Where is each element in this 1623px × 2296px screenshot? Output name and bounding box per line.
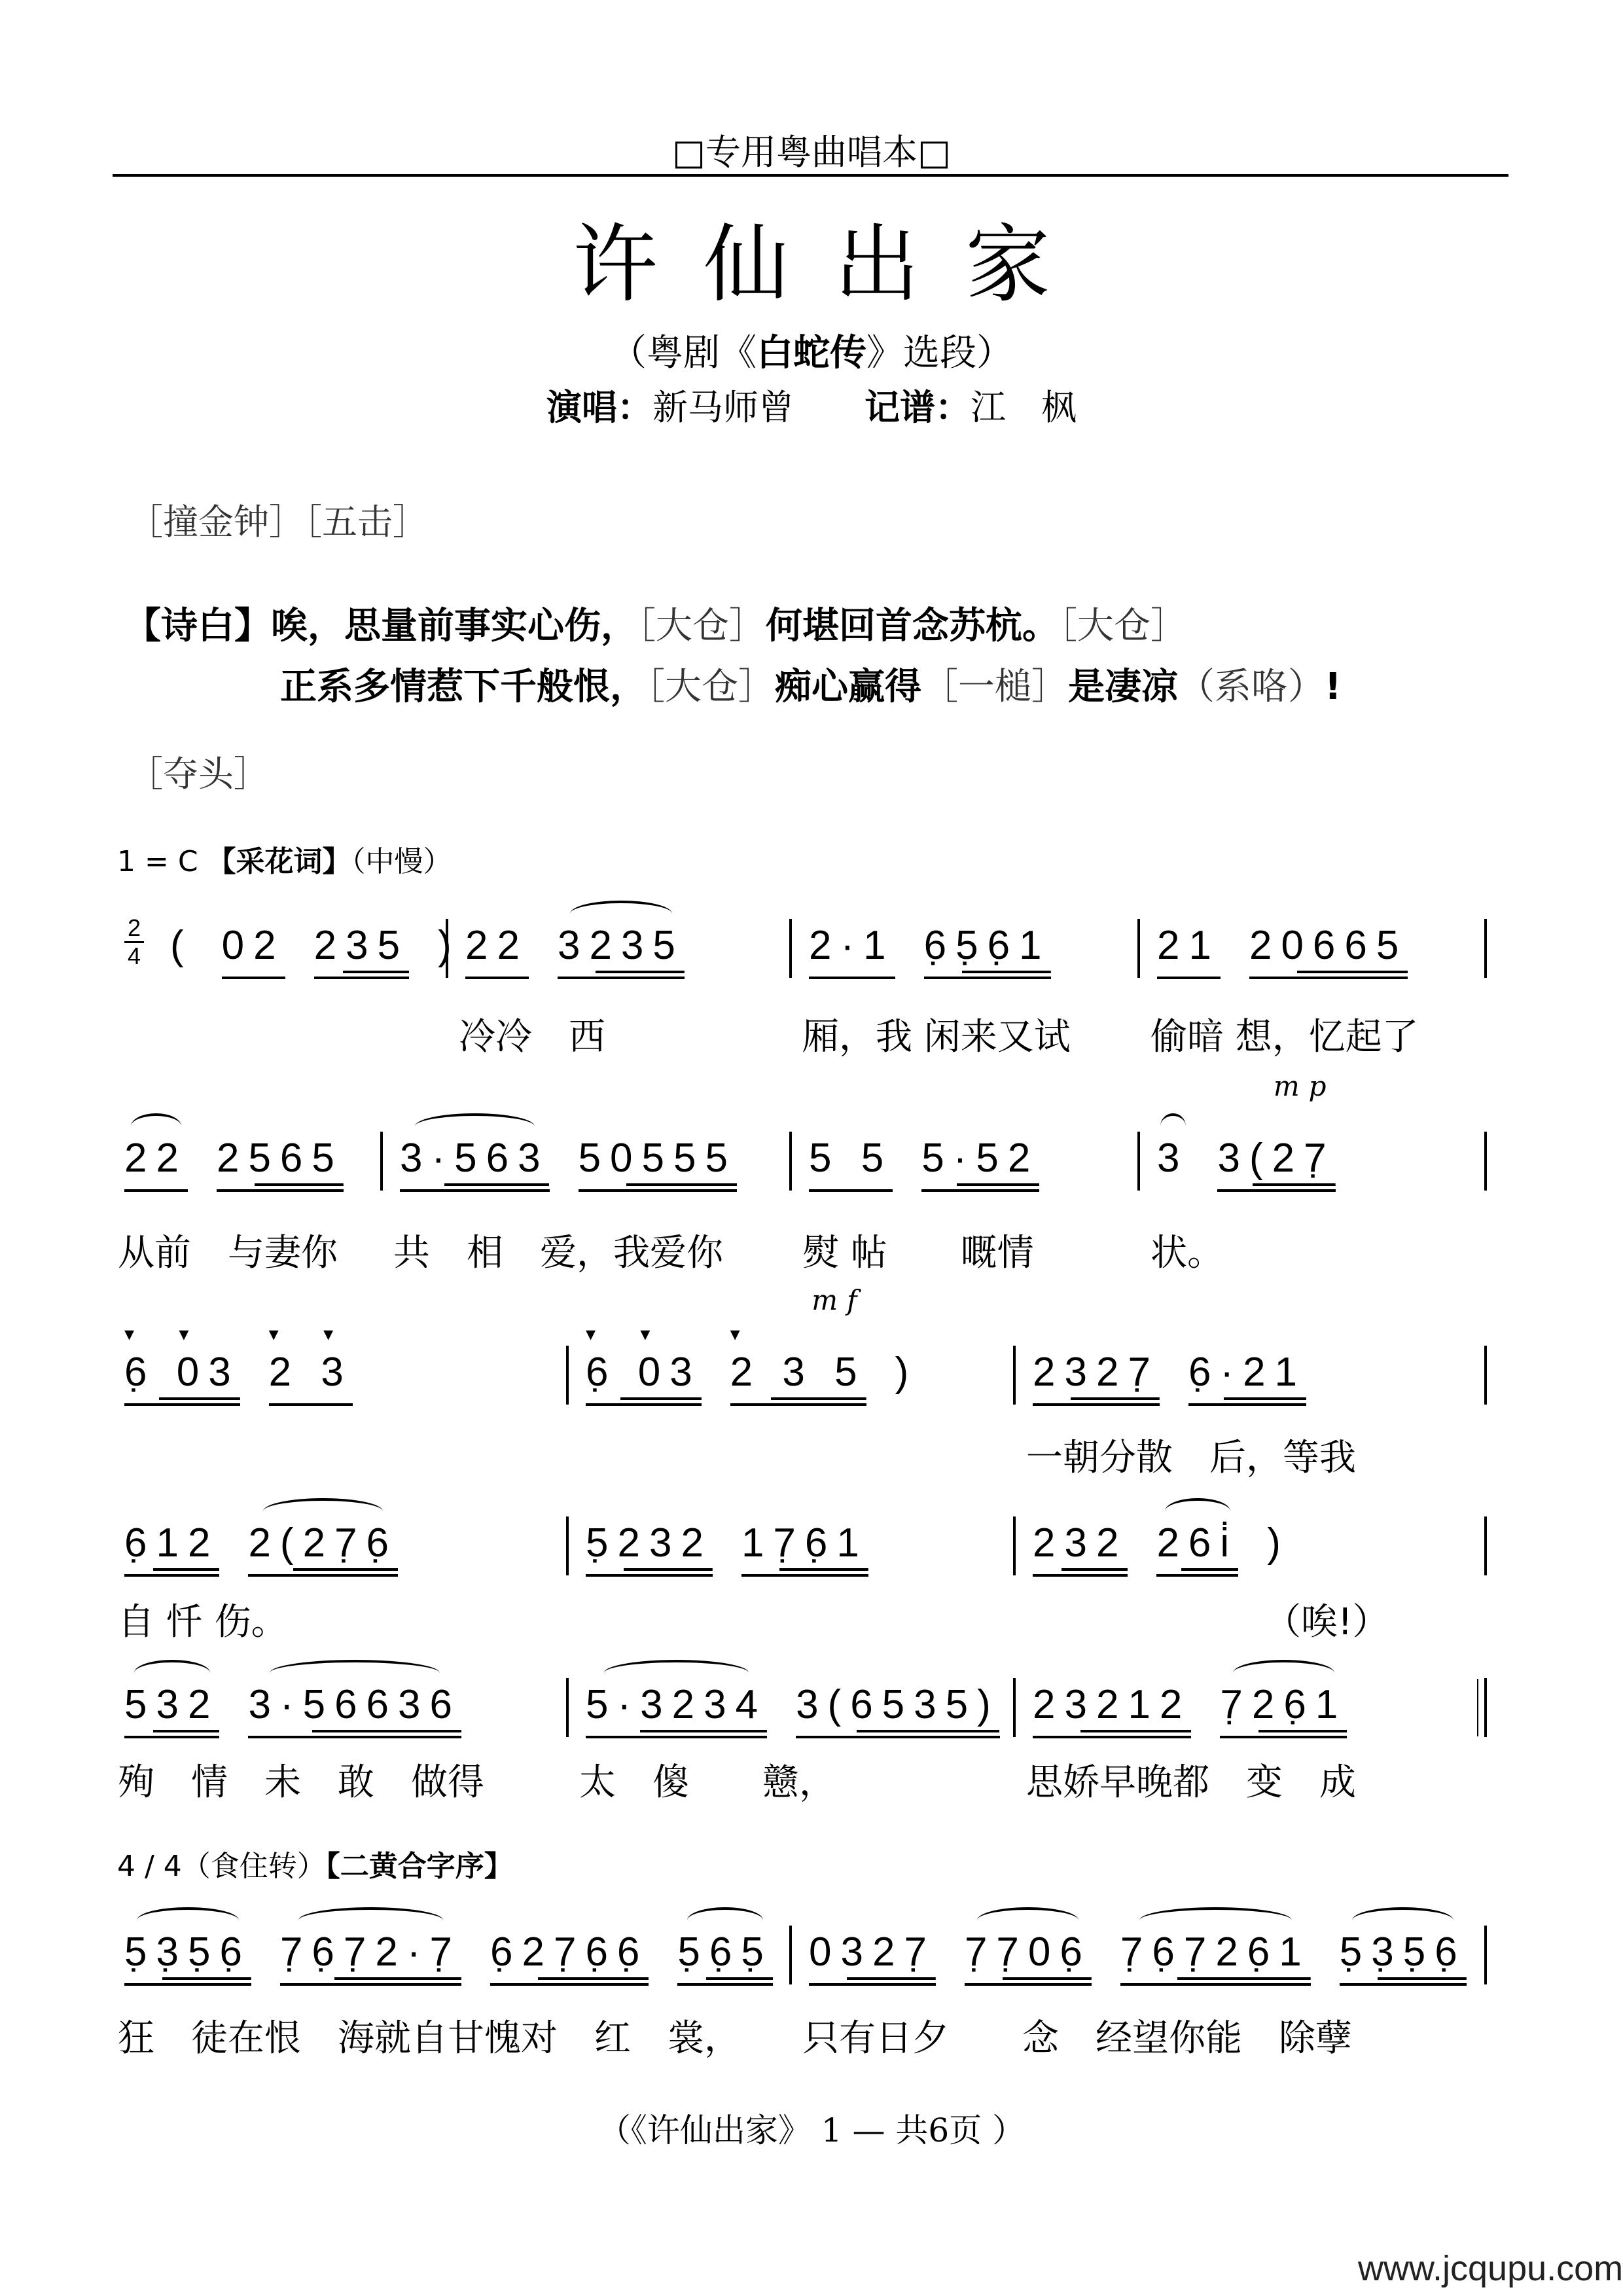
note-group: 2·1 <box>809 923 895 979</box>
lyric-line: 偷暗 想，忆起了 <box>1150 1016 1419 1058</box>
poem-text: 痴心赢得 <box>775 666 921 708</box>
note-group: 5 5 <box>809 1136 893 1192</box>
note-group: 5·52 <box>921 1136 1039 1192</box>
slur-mark <box>604 1660 749 1686</box>
lyric-line: 殉 情 未 敢 做得 <box>118 1761 484 1804</box>
poem-text: 唉，思量前事实心伤， <box>271 605 637 647</box>
note-group: 20665 <box>1249 923 1408 979</box>
note-group: 7̣6̣7̣26̣1 <box>1120 1929 1311 1986</box>
note-group: 2 3 5 ▾ mf <box>730 1350 866 1406</box>
lyric-line: 状。 <box>1150 1232 1224 1274</box>
note-group: 50555 <box>579 1136 737 1192</box>
measure <box>1013 1682 1484 1738</box>
note-group: ) <box>895 1350 918 1395</box>
note-group: 22 <box>124 1136 188 1192</box>
tune-name: 【采花词】 <box>207 845 351 878</box>
measure <box>789 923 1137 979</box>
lyric-line: 太 傻 戆， <box>579 1761 836 1804</box>
measure <box>566 1520 1013 1577</box>
lyric-line: 狂 徒在恨 海就自甘愧对 红 裳， <box>118 2017 741 2060</box>
measure <box>105 1136 361 1192</box>
note-group: 3235 <box>558 923 685 979</box>
lyric-line: 冷冷 西 <box>459 1016 605 1058</box>
measure <box>789 1136 1137 1192</box>
singer-label: 演唱： <box>546 387 652 428</box>
slur-mark <box>415 1113 535 1139</box>
time-sig-top: 2 <box>127 914 141 941</box>
note-group: 2(27̣6̣ <box>248 1520 398 1577</box>
slur-mark <box>1160 1113 1186 1139</box>
lyric-line: 思娇早晚都 变 成 <box>1026 1761 1356 1804</box>
lyric-line: 一朝分散 后，等我 <box>1026 1437 1356 1479</box>
note-group: 3 <box>1157 1136 1188 1192</box>
watermark: www.jcqupu.com <box>1358 2249 1623 2288</box>
percussion-cue: ［大仓］ <box>637 605 766 647</box>
dynamic-marking: mp <box>1273 1070 1336 1102</box>
note-group: 7̣7̣06̣ <box>965 1929 1092 1986</box>
key-signature <box>117 838 452 880</box>
lyric-line: 自 忏 伤。 <box>118 1601 288 1643</box>
percussion-cue: ［大仓］ <box>647 666 775 708</box>
poem-text: 何堪回首念苏杭。 <box>766 605 1059 647</box>
note-group: 5̣3̣5̣6̣ <box>1340 1929 1467 1986</box>
dynamic-marking: mf <box>812 1284 866 1316</box>
note-group: 2565 <box>217 1136 344 1192</box>
percussion-cue: ［大仓］ <box>1059 605 1187 647</box>
measure <box>1137 1070 1484 1192</box>
singer: 新马师曾 <box>652 387 794 428</box>
measure <box>446 923 789 979</box>
slur-mark <box>137 1907 238 1933</box>
note-group: 2327̣ <box>1033 1350 1160 1406</box>
percussion-cue: ［一槌］ <box>921 666 1068 708</box>
note-group: 6̣12 <box>124 1520 219 1577</box>
header-rule <box>113 174 1508 177</box>
measure <box>566 1682 1013 1738</box>
note-group: 6̣27̣6̣6̣ <box>490 1929 649 1986</box>
barline <box>1484 919 1487 978</box>
note-group: 3(6535) <box>796 1682 1000 1738</box>
note-group: 23212 <box>1033 1682 1191 1738</box>
slur-mark <box>977 1907 1079 1933</box>
notator-label: 记谱： <box>865 387 971 428</box>
series-header: □专用粤曲唱本□ <box>671 132 952 173</box>
time-sig-bottom: 4 <box>127 942 141 969</box>
meter-change: 4 / 4（食住转） <box>117 1850 326 1883</box>
note-group: 02 <box>222 923 285 979</box>
accent-mark-icon: ▾ ▾ <box>124 1323 209 1345</box>
slur-mark <box>1352 1907 1454 1933</box>
page-footer: （《许仙出家》 1 — 共6页 ） <box>597 2111 1026 2149</box>
note-group: 235 <box>314 923 409 979</box>
note-group: 2 3 ▾ ▾ <box>269 1350 353 1406</box>
lyric-line: 共 相 爱，我爱你 <box>393 1232 723 1274</box>
slur-mark <box>1139 1907 1292 1933</box>
measure <box>105 1323 546 1406</box>
measure <box>380 1136 789 1192</box>
note-group: 3(27̣ mp <box>1217 1136 1335 1192</box>
note-group: 5̣3̣5̣6̣ <box>124 1929 251 1986</box>
slur-mark <box>131 1113 182 1139</box>
lyric-line: 厢，我 闲来又试 <box>802 1016 1071 1058</box>
note-group: ) <box>1267 1520 1290 1566</box>
credits <box>0 380 1623 430</box>
slur-mark <box>298 1907 444 1933</box>
page-title: 许仙出家 <box>572 215 1096 314</box>
note-group: 7̣26̣1 <box>1220 1682 1347 1738</box>
note-group: 5̣6̣5̣ <box>677 1929 772 1986</box>
measure <box>105 1929 773 1986</box>
lyric-line: 从前 与妻你 <box>118 1232 338 1274</box>
poem-text: 正系多情惹下千般恨， <box>280 666 647 708</box>
note-group: 5̣232 <box>586 1520 713 1577</box>
note-group: 26i̇ <box>1156 1520 1238 1577</box>
slur-mark <box>270 1660 440 1686</box>
note-group: 22 <box>465 923 529 979</box>
note-group: 532 <box>124 1682 219 1738</box>
measure <box>151 923 461 979</box>
barline <box>1484 1926 1487 1984</box>
poem-text: 是凄凉 <box>1068 666 1178 708</box>
notator: 江 枫 <box>971 387 1077 428</box>
barline <box>1484 1516 1487 1575</box>
slur-mark <box>1165 1498 1230 1524</box>
note-group: 6̣·21 <box>1188 1350 1306 1406</box>
note-group: 6̣ 03 ▾ ▾ <box>586 1350 702 1406</box>
subtitle-post: 》选段） <box>866 332 1013 374</box>
lyric-line: 只有日夕 念 经望你能 除孽 <box>802 2017 1352 2060</box>
barline <box>1484 1132 1487 1191</box>
barline <box>1484 1346 1487 1405</box>
tempo: （中慢） <box>351 845 452 878</box>
poem-line-1 <box>124 597 1187 649</box>
subtitle-opera: 白蛇传 <box>757 332 866 374</box>
note-group: 3·56636 <box>248 1682 461 1738</box>
poem-label: 【诗白】 <box>124 605 271 647</box>
measure <box>789 1929 1484 1986</box>
percussion-cue: ［夺头］ <box>128 753 269 795</box>
note-group: 5·3234 <box>586 1682 767 1738</box>
lyric-line: （唉!） <box>1026 1601 1389 1643</box>
note-group: 0327̣ <box>809 1929 936 1986</box>
measure <box>1013 1520 1484 1577</box>
lyric-line: 熨 帖 嘅情 <box>802 1232 1034 1274</box>
poem-aside: （系咯） <box>1178 666 1325 708</box>
slur-mark <box>263 1498 383 1524</box>
accent-mark-icon: ▾ ▾ <box>586 1323 670 1345</box>
time-signature <box>124 916 144 968</box>
measure <box>566 1284 1013 1406</box>
measure <box>105 1520 546 1577</box>
poem-text: ! <box>1325 666 1342 708</box>
measure <box>105 1682 546 1738</box>
key: 1 = C <box>117 845 207 878</box>
note-group: ( <box>170 923 193 968</box>
subtitle-pre: （粤剧《 <box>610 332 757 374</box>
subtitle <box>0 324 1623 376</box>
slur-mark <box>687 1907 763 1933</box>
poem-line-2 <box>280 658 1342 710</box>
measure <box>1137 923 1484 979</box>
slur-mark <box>134 1660 210 1686</box>
note-group: 17̣6̣1 <box>741 1520 868 1577</box>
slur-mark <box>1233 1660 1334 1686</box>
double-barline <box>1484 1678 1487 1737</box>
section-heading <box>117 1842 513 1884</box>
measure <box>1013 1350 1484 1406</box>
note-group: 7̣6̣7̣2·7̣ <box>280 1929 461 1986</box>
accent-mark-icon: ▾ ▾ <box>268 1323 353 1345</box>
accent-mark-icon: ▾ <box>730 1323 760 1345</box>
note-group: 232 <box>1033 1520 1128 1577</box>
slur-mark <box>570 901 671 927</box>
note-group: 21 <box>1157 923 1221 979</box>
note-group: 3·563 <box>400 1136 550 1192</box>
note-group: 6̣ 03 ▾ ▾ <box>124 1350 240 1406</box>
tune-name: 【二黄合字序】 <box>325 1850 513 1883</box>
note-group: ) <box>438 923 461 968</box>
note-group: 6̣5̣6̣1 <box>924 923 1051 979</box>
percussion-cue: ［撞金钟］［五击］ <box>128 501 428 543</box>
